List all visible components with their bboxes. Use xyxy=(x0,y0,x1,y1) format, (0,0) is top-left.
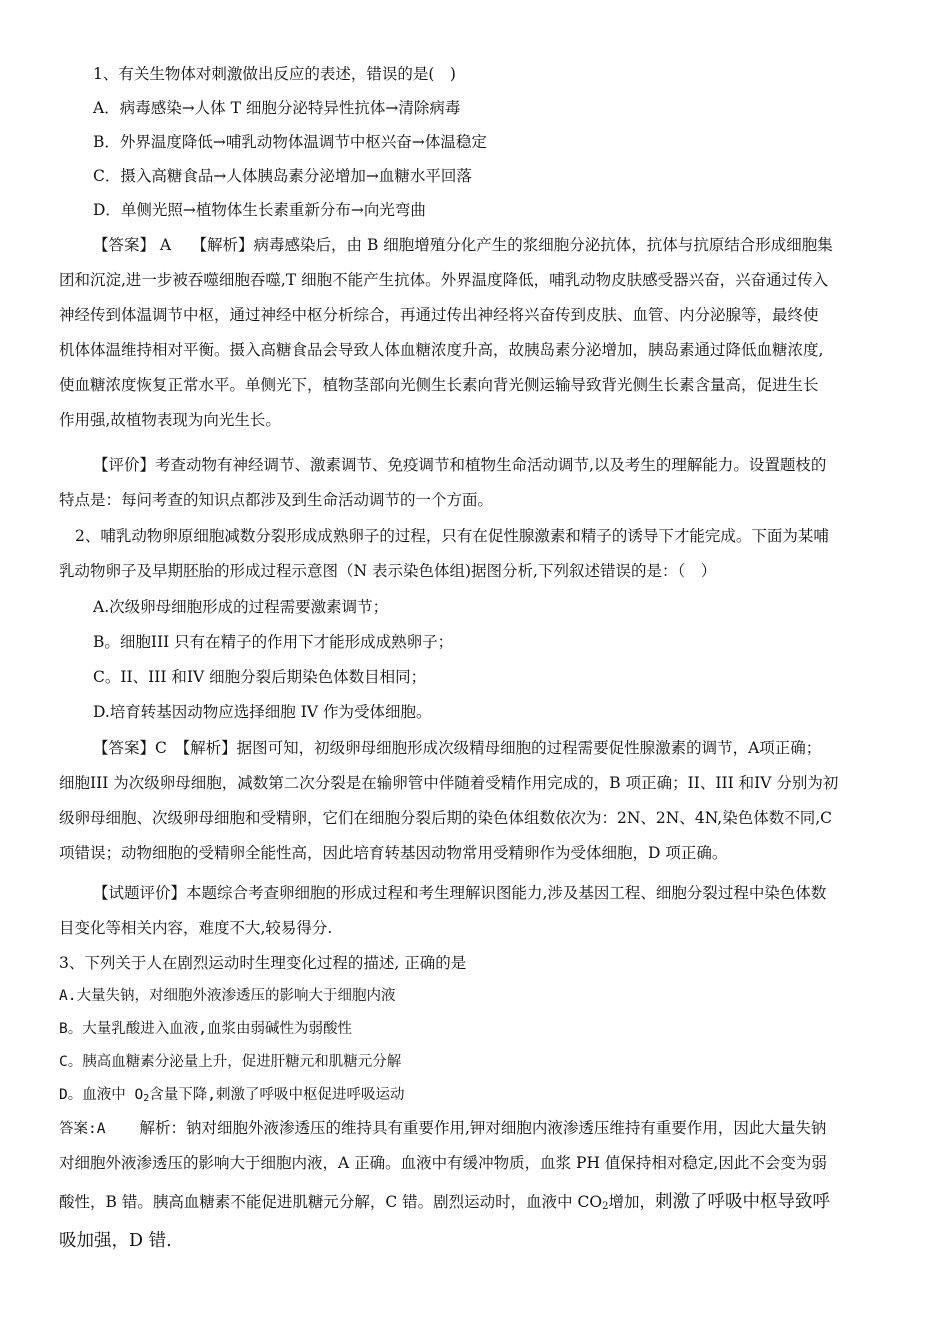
q3-answer-line: 对细胞外液渗透压的影响大于细胞内液，A 正确。血液中有缓冲物质，血浆 PH 值保持相对稳定,因此不会变为弱 xyxy=(59,1154,827,1172)
q1-answer-line: 【答案】 A 【解析】病毒感染后，由 B 细胞增殖分化产生的浆细胞分泌抗体，抗体与抗原结合形成细胞集 xyxy=(93,236,833,254)
q2-option-c: C。II、III 和IV 细胞分裂后期染色体数目相同； xyxy=(93,668,427,686)
q3-stem: 3、下列关于人在剧烈运动时生理变化过程的描述, 正确的是 xyxy=(59,954,467,972)
q3-answer-line: 吸加强，D 错. xyxy=(59,1231,172,1251)
q3-answer-label: 答案:A xyxy=(59,1121,106,1137)
q1-answer-line: 使血糖浓度恢复正常水平。单侧光下，植物茎部向光侧生长素向背光侧运输导致背光侧生长素含量高，促进生长 xyxy=(59,376,819,394)
q3-answer-line xyxy=(59,1191,830,1213)
q2-answer-line: 细胞III 为次级卵母细胞，减数第二次分裂是在输卵管中伴随着受精作用完成的，B 项正确；II、III 和IV 分别为初 xyxy=(59,774,839,792)
q2-stem-line: 乳动物卵子及早期胚胎的形成过程示意图（N 表示染色体组)据图分析,下列叙述错误的是：（ ） xyxy=(59,562,717,580)
q1-answer-line: 作用强,故植物表现为向光生长。 xyxy=(59,411,281,429)
q1-option-d: D．单侧光照→植物体生长素重新分布→向光弯曲 xyxy=(93,201,426,219)
q1-review-line: 【评价】考查动物有神经调节、激素调节、免疫调节和植物生命活动调节,以及考生的理解能力。设置题枝的 xyxy=(93,456,827,474)
q2-answer-line: 项错误；动物细胞的受精卵全能性高，因此培育转基因动物常用受精卵作为受体细胞，D 项正确。 xyxy=(59,844,728,862)
q1-review-line: 特点是：每问考查的知识点都涉及到生命活动调节的一个方面。 xyxy=(59,491,494,509)
q2-option-d: D.培育转基因动物应选择细胞 IV 作为受体细胞。 xyxy=(93,703,432,721)
q1-stem: 1、有关生物体对刺激做出反应的表述，错误的是( ) xyxy=(93,65,456,83)
q2-answer-line: 【答案】C 【解析】据图可知，初级卵母细胞形成次级精母细胞的过程需要促性腺激素的调节，A项正确； xyxy=(93,739,822,757)
q3-answer-line xyxy=(59,1117,826,1140)
q1-answer-line: 团和沉淀,进一步被吞噬细胞吞噬,T 细胞不能产生抗体。外界温度降低，哺乳动物皮肤感受器兴奋，兴奋通过传入 xyxy=(59,271,829,289)
q3-option-c: C。胰高血糖素分泌量上升，促进肝糖元和肌糖元分解 xyxy=(59,1054,402,1070)
q3-option-d-text: 含量下降,刺激了呼吸中枢促进呼吸运动 xyxy=(149,1087,405,1103)
q2-answer-line: 级卵母细胞、次级卵母细胞和受精卵，它们在细胞分裂后期的染色体组数依次为：2N、2N、4N,染色体数不同,C xyxy=(59,809,832,827)
q3-answer-text: 解析：钠对细胞外液渗透压的维持具有重要作用,钾对细胞内液渗透压维持有重要作用，因此大量失钠 xyxy=(139,1119,827,1137)
q1-option-b: B．外界温度降低→哺乳动物体温调节中枢兴奋→体温稳定 xyxy=(93,133,487,151)
q1-option-c: C．摄入高糖食品→人体胰岛素分泌增加→血糖水平回落 xyxy=(93,167,472,185)
q3-answer-text: 酸性，B 错。胰高血糖素不能促进肌糖元分解，C 错。剧烈运动时，血液中 CO xyxy=(59,1193,603,1211)
q2-option-a: A.次级卵母细胞形成的过程需要激素调节； xyxy=(93,598,389,616)
q3-option-d xyxy=(59,1084,404,1106)
q2-review-line: 【试题评价】本题综合考查卵细胞的形成过程和考生理解识图能力,涉及基因工程、细胞分裂过程中染色体数 xyxy=(93,884,827,902)
q1-answer-line: 神经传到体温调节中枢，通过神经中枢分析综合，再通过传出神经将兴奋传到皮肤、血管、内分泌腺等，最终使 xyxy=(59,306,819,324)
q2-review-line: 目变化等相关内容，难度不大,较易得分. xyxy=(59,919,333,937)
q3-option-d-text: D。血液中 O xyxy=(59,1087,144,1103)
q3-answer-text: 增加， xyxy=(608,1193,655,1211)
q1-option-a: A．病毒感染→人体 T 细胞分泌特异性抗体→清除病毒 xyxy=(93,99,461,117)
q2-stem-line: 2、哺乳动物卵原细胞减数分裂形成成熟卵子的过程，只有在促性腺激素和精子的诱导下才能完成。下面为某哺 xyxy=(75,527,829,545)
q2-option-b: B。细胞III 只有在精子的作用下才能形成成熟卵子； xyxy=(93,633,454,651)
q3-option-d-subscript: 2 xyxy=(143,1093,150,1104)
q3-option-a: A.大量失钠，对细胞外液渗透压的影响大于细胞内液 xyxy=(59,988,396,1004)
q3-answer-subscript: 2 xyxy=(602,1201,609,1212)
q3-answer-text: 刺激了呼吸中枢导致呼 xyxy=(655,1192,830,1212)
q3-option-b: B。大量乳酸进入血液,血浆由弱碱性为弱酸性 xyxy=(59,1021,352,1037)
q1-answer-line: 机体体温维持相对平衡。摄入高糖食品会导致人体血糖浓度升高，故胰岛素分泌增加，胰岛素通过降低血糖浓度, xyxy=(59,341,824,359)
